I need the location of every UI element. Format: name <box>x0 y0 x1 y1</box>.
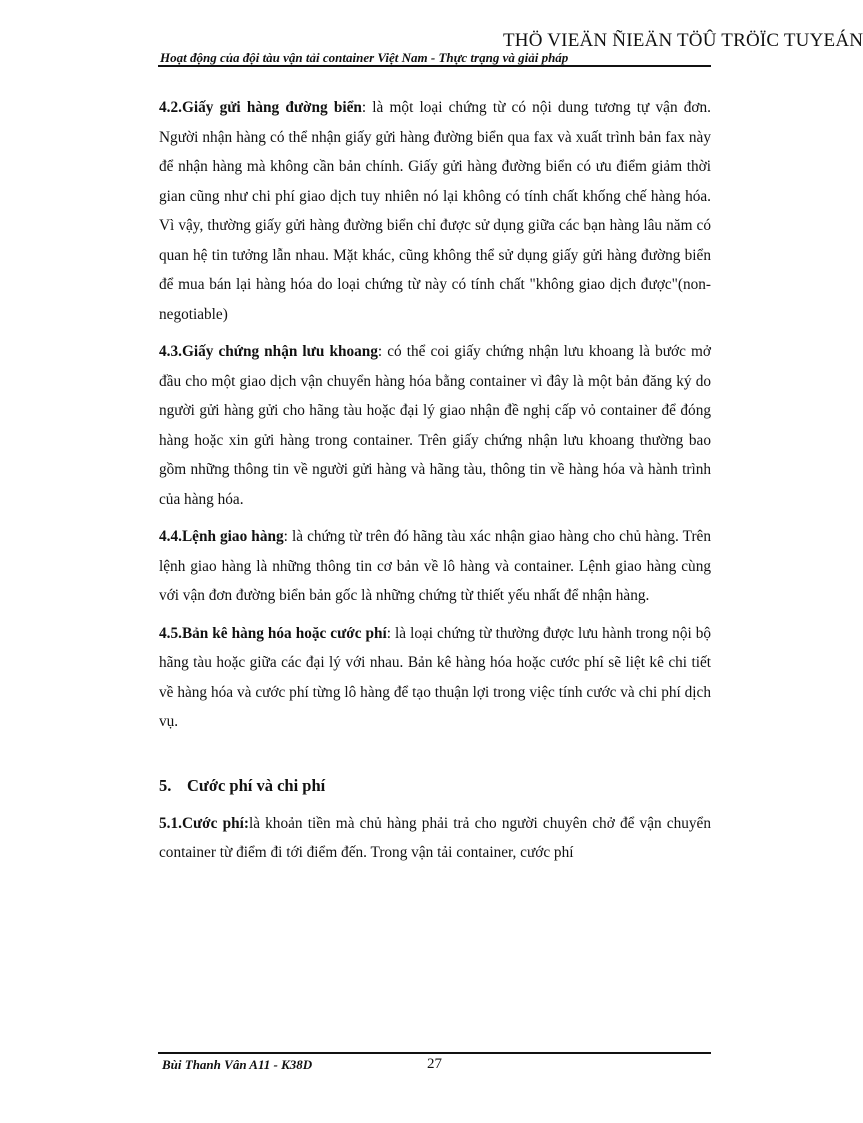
term-4-5: 4.5.Bản kê hàng hóa hoặc cước phí <box>159 624 387 642</box>
watermark-text: THÖ VIEÄN ÑIEÄN TÖÛ TRÖÏC TUYEÁN <box>503 30 863 51</box>
footer-author: Bùi Thanh Vân A11 - K38D <box>162 1057 313 1072</box>
text-4-4: : là chứng từ trên đó hãng tàu xác nhận giao hàng cho chủ hàng. Trên lệnh giao hàng là những thông tin cơ bản về lô hàng và container. Lệnh giao hàng cùng với vận đơn đường biển bản gốc là những chứng từ thiết yếu nhất để nhận hàng. <box>159 528 711 604</box>
term-4-4: 4.4.Lệnh giao hàng <box>159 528 284 545</box>
footer-divider <box>158 1052 711 1054</box>
paragraph-4-3 <box>159 337 711 514</box>
section-title: Cước phí và chi phí <box>187 775 326 795</box>
header-divider <box>158 65 711 67</box>
running-header: Hoạt động của đội tàu vận tải container Việt Nam - Thực trạng và giải pháp <box>160 50 569 65</box>
text-4-3: : có thể coi giấy chứng nhận lưu khoang là bước mở đầu cho một giao dịch vận chuyển hàng hóa bằng container vì đây là một bản đăng ký do người gửi hàng gửi cho hãng tàu hoặc đại lý giao nhận đề nghị cấp vỏ container để đóng hàng hoặc xin gửi hàng trong container. Trên giấy chứng nhận lưu khoang thường bao gồm những thông tin về người gửi hàng và hãng tàu, thông tin về hàng hóa và hành trình của hàng hóa. <box>159 343 711 508</box>
paragraph-5-1 <box>159 809 711 868</box>
text-5-1: là khoản tiền mà chủ hàng phải trả cho người chuyên chở để vận chuyển container từ điểm đi tới điểm đến. Trong vận tải container, cước phí <box>159 814 711 861</box>
paragraph-4-4 <box>159 522 711 611</box>
term-4-2: 4.2.Giấy gửi hàng đường biển <box>159 99 362 116</box>
text-4-5: : là loại chứng từ thường được lưu hành trong nội bộ hãng tàu hoặc giữa các đại lý với nhau. Bản kê hàng hóa hoặc cước phí sẽ liệt kê chi tiết về hàng hóa và cước phí từng lô hàng để tạo thuận lợi trong việc tính cước và chi phí dịch vụ. <box>159 624 712 730</box>
section-heading-5 <box>159 773 711 799</box>
page-number: 27 <box>427 1056 442 1072</box>
section-number: 5. <box>159 775 172 795</box>
paragraph-4-2 <box>159 93 711 329</box>
term-4-3: 4.3.Giấy chứng nhận lưu khoang <box>159 343 378 360</box>
page-body <box>159 93 711 876</box>
term-5-1: 5.1.Cước phí: <box>159 814 249 832</box>
paragraph-4-5 <box>159 619 711 737</box>
text-4-2: : là một loại chứng từ có nội dung tương tự vận đơn. Người nhận hàng có thể nhận giấy gửi hàng đường biển qua fax và xuất trình bản fax này để nhận hàng mà không cần bản chính. Giấy gửi hàng đường biển có ưu điểm giảm thời gian cũng như chi phí giao dịch tuy nhiên nó lại không có tính chất khống chế hàng hóa. Vì vậy, thường giấy gửi hàng đường biển chỉ được sử dụng giữa các bạn hàng lâu năm có quan hệ tin tưởng lẫn nhau. Mặt khác, cũng không thể sử dụng giấy gửi hàng đường biển để mua bán lại hàng hóa do loại chứng từ này có tính chất "không giao dịch được"(non-negotiable) <box>159 99 711 323</box>
